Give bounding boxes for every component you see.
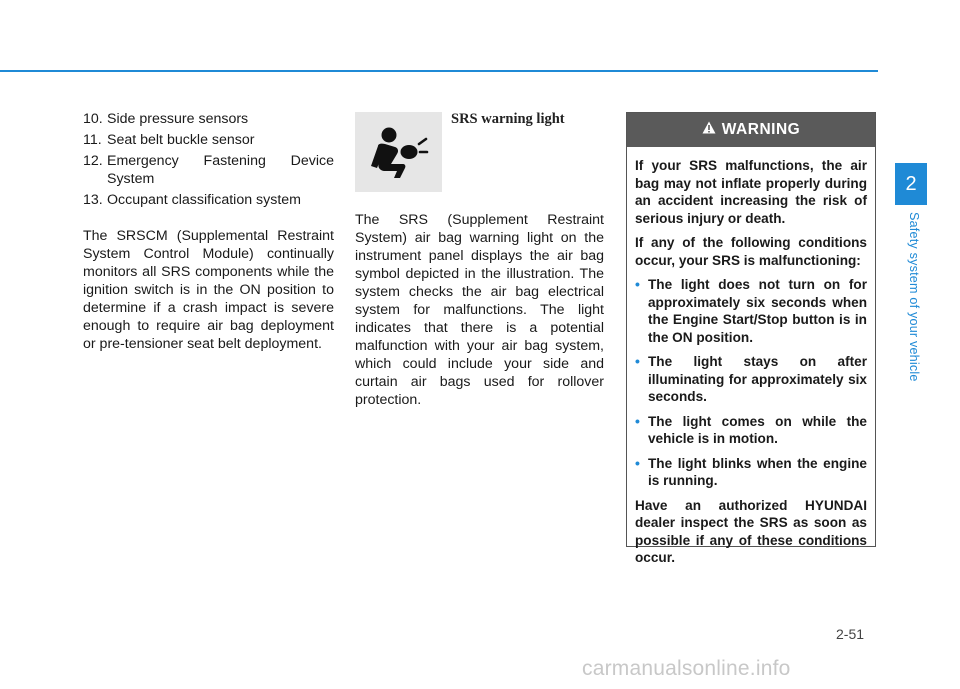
list-item-number: 12.: [83, 153, 103, 169]
header-rule: [0, 70, 878, 72]
warning-header: [627, 113, 875, 147]
component-list: [83, 110, 334, 209]
list-item-text: Seat belt buckle sensor: [107, 132, 255, 148]
bullet-icon: •: [635, 276, 640, 292]
list-item: [83, 191, 334, 209]
warning-body: [627, 147, 875, 567]
srs-light-paragraph: The SRS (Supplement Restraint System) air bag warning light on the instrument panel displays the air bag symbol depicted in the illustration. The system checks the air bag electrical system for malfunctions. The light indicates that there is a potential malfunction with your air bag system, which could include your side and curtain air bags used for rollover protection.: [355, 212, 604, 408]
warning-condition-item: [635, 455, 867, 490]
list-item-number: 11.: [83, 132, 102, 148]
list-item-text: Occupant classification system: [107, 192, 301, 208]
warning-condition-text: The light comes on while the vehicle is in motion.: [648, 413, 867, 446]
warning-condition-item: [635, 353, 867, 406]
warning-intro: If your SRS malfunctions, the air bag may not inflate properly during an accident increasing the risk of serious injury or death.: [635, 158, 867, 226]
srscm-paragraph: The SRSCM (Supplemental Restraint System Control Module) continually monitors all SRS components while the ignition switch is in the ON position to determine if a crash impact is severe enough to require air bag deployment or pre-tensioner seat belt deployment.: [83, 228, 334, 352]
list-item: [83, 110, 334, 128]
list-item-text: Emergency Fastening Device System: [107, 153, 334, 187]
warning-triangle-icon: [702, 121, 716, 139]
airbag-warning-icon: [369, 126, 429, 180]
bullet-icon: •: [635, 454, 640, 471]
warning-condition-text: The light stays on after illuminating for approximately six seconds.: [648, 354, 867, 404]
bullet-icon: •: [635, 353, 640, 369]
warning-closing: Have an authorized HYUNDAI dealer inspect the SRS as soon as possible if any of these conditions occur.: [635, 497, 867, 565]
warning-condition-item: [635, 413, 867, 448]
warning-title: WARNING: [721, 121, 801, 138]
airbag-warning-icon-box: [355, 112, 442, 192]
list-item: [83, 152, 334, 188]
watermark: carmanualsonline.info: [582, 657, 791, 680]
bullet-icon: •: [635, 412, 640, 429]
warning-conditions-list: [635, 276, 867, 490]
list-item: [83, 131, 334, 149]
chapter-title: Safety system of your vehicle: [907, 212, 921, 382]
section-title: SRS warning light: [451, 111, 565, 127]
warning-box: [626, 112, 876, 565]
warning-condition-text: The light does not turn on for approximately six seconds when the Engine Start/Stop button is in the ON position.: [648, 277, 867, 345]
warning-lead: If any of the following conditions occur, your SRS is malfunctioning:: [635, 235, 867, 268]
list-item-text: Side pressure sensors: [107, 111, 249, 127]
left-column: [83, 110, 334, 353]
list-item-number: 10.: [83, 111, 103, 127]
warning-condition-text: The light blinks when the engine is running.: [648, 455, 867, 488]
chapter-tab[interactable]: 2: [895, 163, 927, 205]
page-number: 2-51: [836, 626, 865, 642]
warning-condition-item: [635, 276, 867, 346]
list-item-number: 13.: [83, 192, 103, 208]
